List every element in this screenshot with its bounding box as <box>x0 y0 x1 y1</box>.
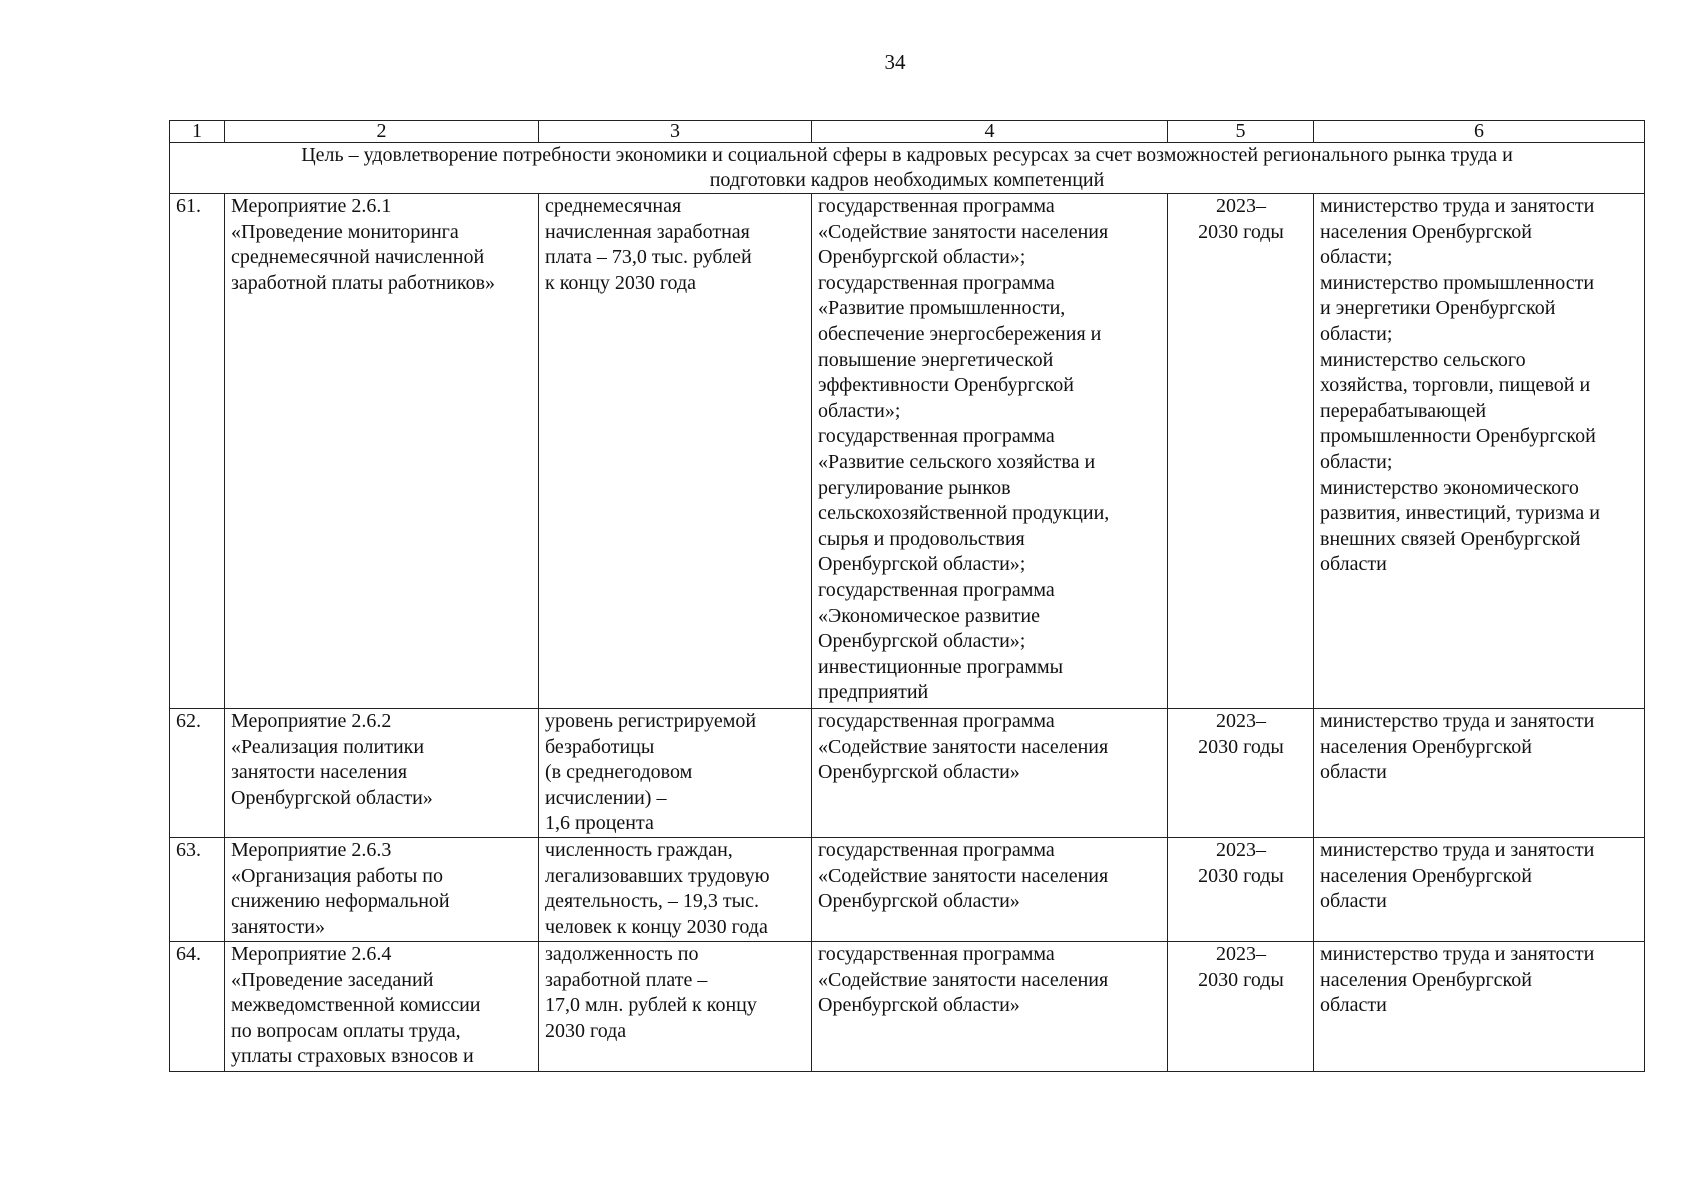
cell-line: Оренбургской области»; <box>818 553 1026 576</box>
row-number: 63. <box>170 838 225 942</box>
cell-line: министерство труда и занятости <box>1320 195 1595 217</box>
cell-line: области <box>1320 994 1387 1017</box>
table-row <box>170 838 1645 942</box>
cell-line: человек к концу 2030 года <box>545 915 768 938</box>
cell-line: государственная программа <box>818 839 1055 861</box>
row-number: 61. <box>170 194 225 709</box>
cell-line: «Экономическое развитие <box>818 604 1040 627</box>
cell-line: 2023– <box>1216 710 1266 732</box>
period-cell <box>1168 709 1314 838</box>
event-cell <box>225 194 539 709</box>
cell-line: перерабатывающей <box>1320 399 1487 422</box>
cell-line: Мероприятие 2.6.3 <box>231 839 392 861</box>
cell-line: «Содействие занятости населения <box>818 735 1109 758</box>
indicator-cell <box>539 194 812 709</box>
goal-cell <box>170 143 1645 194</box>
indicator-cell <box>539 838 812 942</box>
cell-line: обеспечение энергосбережения и <box>818 322 1102 345</box>
cell-line: области; <box>1320 450 1393 473</box>
cell-line: «Реализация политики <box>231 735 425 758</box>
column-number: 3 <box>539 121 812 143</box>
program-cell <box>812 838 1168 942</box>
table-row <box>170 194 1645 709</box>
cell-line: к концу 2030 года <box>545 271 697 294</box>
table-row <box>170 709 1645 838</box>
cell-line: «Развитие сельского хозяйства и <box>818 450 1096 473</box>
cell-line: 2030 года <box>545 1019 627 1042</box>
cell-line: Мероприятие 2.6.2 <box>231 710 392 732</box>
column-number: 1 <box>170 121 225 143</box>
goal-line: Цель – удовлетворение потребности экономики и социальной сферы в кадровых ресурсах за счет возможностей регионального рынка труда и <box>301 144 1513 166</box>
period-cell <box>1168 194 1314 709</box>
cell-line: Оренбургской области»; <box>818 246 1026 269</box>
column-number: 2 <box>225 121 539 143</box>
executor-cell <box>1314 194 1645 709</box>
cell-line: 2023– <box>1216 195 1266 217</box>
cell-line: населения Оренбургской <box>1320 735 1532 758</box>
cell-line: Мероприятие 2.6.4 <box>231 943 392 965</box>
cell-line: среднемесячной начисленной <box>231 246 485 269</box>
event-cell <box>225 838 539 942</box>
cell-line: министерство труда и занятости <box>1320 710 1595 732</box>
column-number: 6 <box>1314 121 1645 143</box>
cell-line: плата – 73,0 тыс. рублей <box>545 246 752 269</box>
cell-line: повышение энергетической <box>818 348 1054 371</box>
cell-line: области; <box>1320 246 1393 269</box>
cell-line: населения Оренбургской <box>1320 968 1532 991</box>
period-cell <box>1168 942 1314 1072</box>
cell-line: области <box>1320 553 1387 576</box>
cell-line: государственная программа <box>818 943 1055 965</box>
cell-line: области»; <box>818 399 901 422</box>
column-number-row <box>170 121 1645 143</box>
cell-line: численность граждан, <box>545 839 733 861</box>
cell-line: 2030 годы <box>1198 968 1284 991</box>
cell-line: области; <box>1320 322 1393 345</box>
cell-line: эффективности Оренбургской <box>818 374 1074 397</box>
indicator-cell <box>539 709 812 838</box>
cell-line: «Организация работы по <box>231 864 443 887</box>
executor-cell <box>1314 942 1645 1072</box>
cell-line: 2030 годы <box>1198 864 1284 887</box>
cell-line: государственная программа <box>818 425 1055 448</box>
cell-line: развития, инвестиций, туризма и <box>1320 502 1600 525</box>
cell-line: 17,0 млн. рублей к концу <box>545 994 757 1017</box>
cell-line: «Развитие промышленности, <box>818 297 1066 320</box>
cell-line: 2030 годы <box>1198 735 1284 758</box>
cell-line: «Содействие занятости населения <box>818 968 1109 991</box>
cell-line: Оренбургской области»; <box>818 630 1026 653</box>
cell-line: внешних связей Оренбургской <box>1320 527 1581 550</box>
program-cell <box>812 194 1168 709</box>
cell-line: Оренбургской области» <box>818 890 1020 913</box>
cell-line: предприятий <box>818 681 929 704</box>
cell-line: государственная программа <box>818 710 1055 732</box>
period-cell <box>1168 838 1314 942</box>
cell-line: государственная программа <box>818 271 1055 294</box>
goal-line: подготовки кадров необходимых компетенций <box>709 169 1105 191</box>
cell-line: межведомственной комиссии <box>231 994 481 1017</box>
cell-line: населения Оренбургской <box>1320 864 1532 887</box>
cell-line: населения Оренбургской <box>1320 220 1532 243</box>
cell-line: сельскохозяйственной продукции, <box>818 502 1110 525</box>
cell-line: сырья и продовольствия <box>818 527 1025 550</box>
cell-line: по вопросам оплаты труда, <box>231 1019 461 1042</box>
table-row <box>170 942 1645 1072</box>
executor-cell <box>1314 709 1645 838</box>
cell-line: Оренбургской области» <box>231 786 433 809</box>
cell-line: легализовавших трудовую <box>545 864 770 887</box>
cell-line: заработной платы работников» <box>231 271 496 294</box>
executor-cell <box>1314 838 1645 942</box>
cell-line: исчислении) – <box>545 786 667 809</box>
column-number: 5 <box>1168 121 1314 143</box>
event-cell <box>225 709 539 838</box>
cell-line: начисленная заработная <box>545 220 750 243</box>
cell-line: министерство труда и занятости <box>1320 839 1595 861</box>
cell-line: Оренбургской области» <box>818 994 1020 1017</box>
row-number: 64. <box>170 942 225 1072</box>
cell-line: инвестиционные программы <box>818 655 1064 678</box>
cell-line: государственная программа <box>818 195 1055 217</box>
cell-line: безработицы <box>545 735 655 758</box>
indicator-cell <box>539 942 812 1072</box>
events-table <box>169 120 1645 1072</box>
cell-line: министерство экономического <box>1320 476 1579 499</box>
cell-line: министерство промышленности <box>1320 271 1595 294</box>
column-number: 4 <box>812 121 1168 143</box>
cell-line: (в среднегодовом <box>545 761 693 784</box>
cell-line: министерство сельского <box>1320 348 1526 371</box>
cell-line: хозяйства, торговли, пищевой и <box>1320 374 1591 397</box>
cell-line: промышленности Оренбургской <box>1320 425 1596 448</box>
cell-line: занятости населения <box>231 761 408 784</box>
cell-line: «Проведение мониторинга <box>231 220 459 243</box>
row-number: 62. <box>170 709 225 838</box>
program-cell <box>812 942 1168 1072</box>
cell-line: уровень регистрируемой <box>545 710 757 732</box>
cell-line: области <box>1320 761 1387 784</box>
cell-line: «Содействие занятости населения <box>818 220 1109 243</box>
cell-line: области <box>1320 890 1387 913</box>
cell-line: заработной плате – <box>545 968 708 991</box>
cell-line: регулирование рынков <box>818 476 1011 499</box>
cell-line: 2023– <box>1216 839 1266 861</box>
cell-line: «Содействие занятости населения <box>818 864 1109 887</box>
page-number: 34 <box>884 50 906 74</box>
cell-line: задолженность по <box>545 943 699 965</box>
cell-line: «Проведение заседаний <box>231 968 434 991</box>
cell-line: министерство труда и занятости <box>1320 943 1595 965</box>
cell-line: занятости» <box>231 915 325 938</box>
cell-line: снижению неформальной <box>231 890 450 913</box>
cell-line: уплаты страховых взносов и <box>231 1045 474 1068</box>
event-cell <box>225 942 539 1072</box>
cell-line: Мероприятие 2.6.1 <box>231 195 392 217</box>
cell-line: 2023– <box>1216 943 1266 965</box>
cell-line: и энергетики Оренбургской <box>1320 297 1556 320</box>
cell-line: среднемесячная <box>545 195 682 217</box>
cell-line: 1,6 процента <box>545 812 654 835</box>
program-cell <box>812 709 1168 838</box>
cell-line: деятельность, – 19,3 тыс. <box>545 890 759 913</box>
cell-line: Оренбургской области» <box>818 761 1020 784</box>
cell-line: 2030 годы <box>1198 220 1284 243</box>
goal-row <box>170 143 1645 194</box>
cell-line: государственная программа <box>818 578 1055 601</box>
